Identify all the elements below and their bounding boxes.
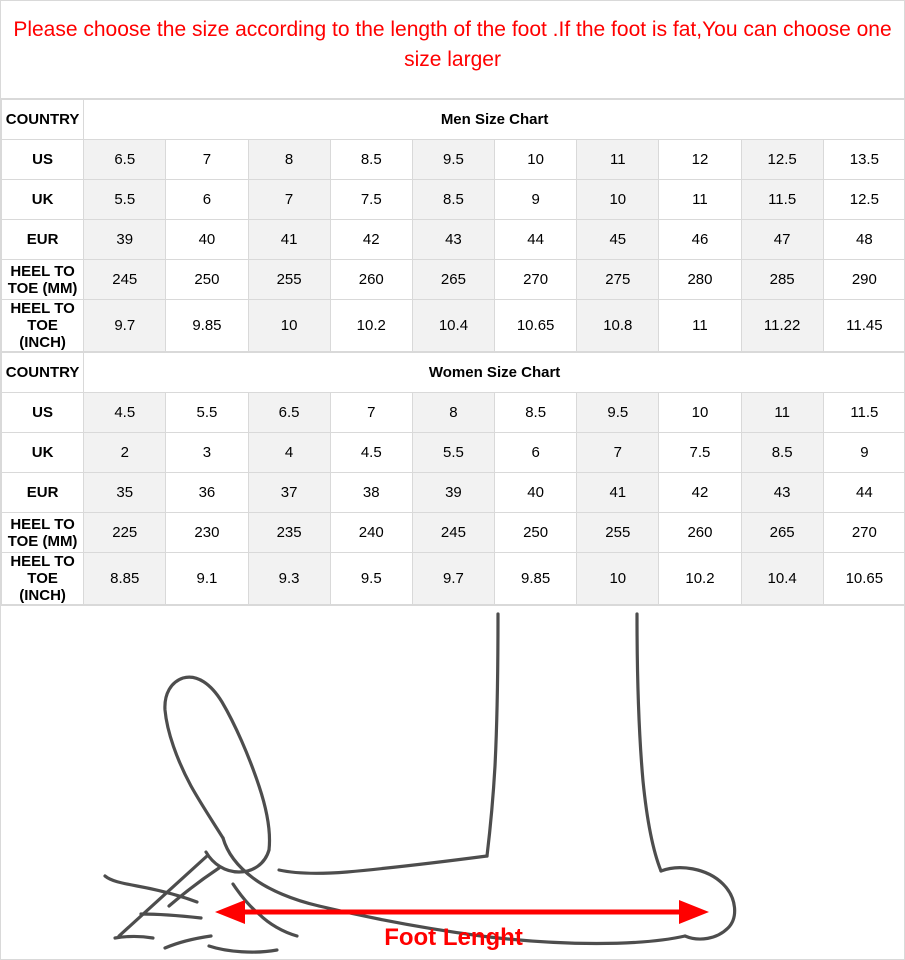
cell-men-mm-4: 260: [330, 260, 412, 300]
cell-women-eur-7: 41: [577, 473, 659, 513]
row-label-heel-to-toe-mm: HEEL TO TOE (MM): [2, 260, 84, 300]
cell-men-mm-10: 290: [823, 260, 905, 300]
cell-men-uk-3: 7: [248, 180, 330, 220]
table-row: [2, 553, 905, 605]
cell-women-eur-3: 37: [248, 473, 330, 513]
size-notice: Please choose the size according to the length of the foot .If the foot is fat,You can choose one size larger: [1, 1, 904, 99]
cell-women-mm-7: 255: [577, 513, 659, 553]
cell-women-eur-10: 44: [823, 473, 905, 513]
cell-women-uk-9: 8.5: [741, 433, 823, 473]
cell-women-uk-10: 9: [823, 433, 905, 473]
cell-men-uk-4: 7.5: [330, 180, 412, 220]
cell-men-us-2: 7: [166, 140, 248, 180]
cell-men-us-10: 13.5: [823, 140, 905, 180]
cell-men-eur-3: 41: [248, 220, 330, 260]
row-label-eur: EUR: [2, 473, 84, 513]
cell-women-inch-9: 10.4: [741, 553, 823, 605]
cell-men-eur-4: 42: [330, 220, 412, 260]
cell-men-inch-7: 10.8: [577, 300, 659, 352]
cell-men-uk-6: 9: [495, 180, 577, 220]
cell-men-us-3: 8: [248, 140, 330, 180]
cell-men-mm-5: 265: [412, 260, 494, 300]
women-size-chart-title: Women Size Chart: [84, 353, 905, 393]
cell-men-inch-10: 11.45: [823, 300, 905, 352]
cell-women-inch-8: 10.2: [659, 553, 741, 605]
row-label-heel-to-toe-mm: HEEL TO TOE (MM): [2, 513, 84, 553]
cell-women-uk-4: 4.5: [330, 433, 412, 473]
cell-women-inch-5: 9.7: [412, 553, 494, 605]
cell-women-uk-2: 3: [166, 433, 248, 473]
cell-women-inch-6: 9.85: [495, 553, 577, 605]
table-row: [2, 220, 905, 260]
women-size-chart-table: [1, 352, 905, 605]
table-row: [2, 513, 905, 553]
cell-women-us-10: 11.5: [823, 393, 905, 433]
cell-women-inch-7: 10: [577, 553, 659, 605]
row-label-heel-to-toe-inch: HEEL TO TOE (INCH): [2, 300, 84, 352]
cell-women-us-2: 5.5: [166, 393, 248, 433]
cell-men-eur-2: 40: [166, 220, 248, 260]
cell-women-mm-6: 250: [495, 513, 577, 553]
table-row: [2, 300, 905, 352]
cell-women-inch-3: 9.3: [248, 553, 330, 605]
table-header-row: [2, 100, 905, 140]
cell-women-eur-8: 42: [659, 473, 741, 513]
cell-women-inch-4: 9.5: [330, 553, 412, 605]
cell-men-mm-9: 285: [741, 260, 823, 300]
table-row: [2, 393, 905, 433]
cell-women-uk-3: 4: [248, 433, 330, 473]
cell-men-inch-2: 9.85: [166, 300, 248, 352]
cell-men-us-4: 8.5: [330, 140, 412, 180]
cell-men-eur-10: 48: [823, 220, 905, 260]
cell-women-mm-4: 240: [330, 513, 412, 553]
cell-women-mm-3: 235: [248, 513, 330, 553]
foot-length-arrow: [215, 900, 709, 924]
cell-men-uk-9: 11.5: [741, 180, 823, 220]
cell-men-mm-8: 280: [659, 260, 741, 300]
cell-men-us-1: 6.5: [84, 140, 166, 180]
cell-women-us-3: 6.5: [248, 393, 330, 433]
cell-men-mm-6: 270: [495, 260, 577, 300]
cell-men-uk-8: 11: [659, 180, 741, 220]
table-row: [2, 260, 905, 300]
cell-women-uk-7: 7: [577, 433, 659, 473]
cell-men-us-9: 12.5: [741, 140, 823, 180]
country-header-cell: COUNTRY: [2, 100, 84, 140]
row-label-eur: EUR: [2, 220, 84, 260]
cell-men-inch-9: 11.22: [741, 300, 823, 352]
cell-men-eur-7: 45: [577, 220, 659, 260]
cell-women-mm-10: 270: [823, 513, 905, 553]
table-header-row: [2, 353, 905, 393]
cell-men-eur-9: 47: [741, 220, 823, 260]
cell-women-us-1: 4.5: [84, 393, 166, 433]
cell-women-us-4: 7: [330, 393, 412, 433]
cell-women-eur-4: 38: [330, 473, 412, 513]
men-size-chart-table: [1, 99, 905, 352]
table-row: [2, 473, 905, 513]
cell-women-mm-1: 225: [84, 513, 166, 553]
cell-men-mm-7: 275: [577, 260, 659, 300]
cell-men-eur-8: 46: [659, 220, 741, 260]
cell-men-us-5: 9.5: [412, 140, 494, 180]
cell-women-inch-1: 8.85: [84, 553, 166, 605]
cell-women-us-7: 9.5: [577, 393, 659, 433]
cell-men-mm-2: 250: [166, 260, 248, 300]
table-row: [2, 433, 905, 473]
cell-women-uk-1: 2: [84, 433, 166, 473]
cell-men-us-7: 11: [577, 140, 659, 180]
cell-men-inch-6: 10.65: [495, 300, 577, 352]
cell-women-uk-8: 7.5: [659, 433, 741, 473]
cell-men-eur-6: 44: [495, 220, 577, 260]
row-label-uk: UK: [2, 180, 84, 220]
cell-women-us-5: 8: [412, 393, 494, 433]
cell-women-mm-5: 245: [412, 513, 494, 553]
cell-men-us-6: 10: [495, 140, 577, 180]
cell-women-mm-2: 230: [166, 513, 248, 553]
foot-length-label: Foot Lenght: [384, 924, 523, 951]
cell-men-uk-10: 12.5: [823, 180, 905, 220]
foot-illustration: [1, 606, 905, 959]
cell-men-uk-1: 5.5: [84, 180, 166, 220]
cell-men-inch-1: 9.7: [84, 300, 166, 352]
cell-men-inch-4: 10.2: [330, 300, 412, 352]
cell-men-uk-2: 6: [166, 180, 248, 220]
cell-men-eur-5: 43: [412, 220, 494, 260]
cell-men-mm-1: 245: [84, 260, 166, 300]
cell-women-eur-1: 35: [84, 473, 166, 513]
cell-women-us-8: 10: [659, 393, 741, 433]
cell-women-eur-5: 39: [412, 473, 494, 513]
foot-measurement-diagram: [1, 605, 905, 960]
row-label-us: US: [2, 393, 84, 433]
cell-women-inch-10: 10.65: [823, 553, 905, 605]
country-header-cell: COUNTRY: [2, 353, 84, 393]
cell-men-eur-1: 39: [84, 220, 166, 260]
cell-men-uk-7: 10: [577, 180, 659, 220]
cell-men-us-8: 12: [659, 140, 741, 180]
cell-women-eur-2: 36: [166, 473, 248, 513]
men-size-chart-title: Men Size Chart: [84, 100, 905, 140]
row-label-uk: UK: [2, 433, 84, 473]
cell-women-inch-2: 9.1: [166, 553, 248, 605]
cell-men-uk-5: 8.5: [412, 180, 494, 220]
cell-men-inch-8: 11: [659, 300, 741, 352]
table-row: [2, 180, 905, 220]
cell-women-eur-6: 40: [495, 473, 577, 513]
cell-women-us-9: 11: [741, 393, 823, 433]
cell-women-mm-8: 260: [659, 513, 741, 553]
cell-men-inch-5: 10.4: [412, 300, 494, 352]
row-label-us: US: [2, 140, 84, 180]
cell-women-mm-9: 265: [741, 513, 823, 553]
cell-men-mm-3: 255: [248, 260, 330, 300]
table-row: [2, 140, 905, 180]
cell-women-uk-6: 6: [495, 433, 577, 473]
cell-women-eur-9: 43: [741, 473, 823, 513]
cell-women-us-6: 8.5: [495, 393, 577, 433]
cell-men-inch-3: 10: [248, 300, 330, 352]
cell-women-uk-5: 5.5: [412, 433, 494, 473]
row-label-heel-to-toe-inch: HEEL TO TOE (INCH): [2, 553, 84, 605]
